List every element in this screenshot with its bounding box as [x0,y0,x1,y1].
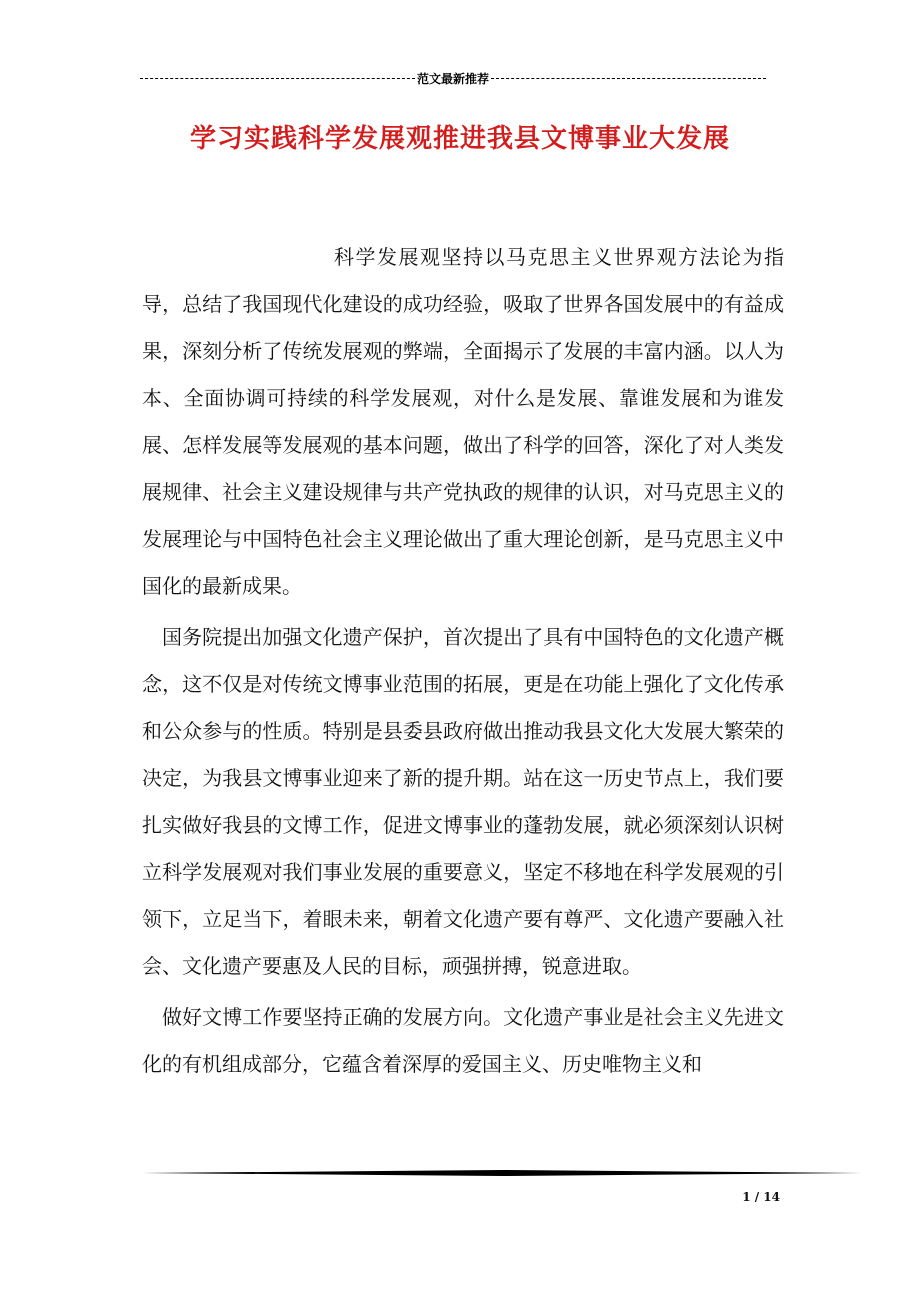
footer-rule [142,1169,862,1177]
paragraph-3: 做好文博工作要坚持正确的发展方向。文化遗产事业是社会主义先进文化的有机组成部分，它蕴含着深厚的爱国主义、历史唯物主义和 [142,1005,784,1076]
document-title: 学习实践科学发展观推进我县文博事业大发展 [189,124,730,154]
header-label: 范文最新推荐 [417,71,490,86]
header-dash-left [140,78,415,79]
footer-divider-line [142,1169,862,1177]
document-body [142,234,784,1088]
paragraph-1: 科学发展观坚持以马克思主义世界观方法论为指导，总结了我国现代化建设的成功经验，吸取了世界各国发展中的有益成果，深刻分析了传统发展观的弊端，全面揭示了发展的丰富内涵。以人为本、全面协调可持续的科学发展观，对什么是发展、靠谁发展和为谁发展、怎样发展等发展观的基本问题，做出了科学的回答，深化了对人类发展规律、社会主义建设规律与共产党执政的规律的认识，对马克思主义的发展理论与中国特色社会主义理论做出了重大理论创新，是马克思主义中国化的最新成果。 [142,245,784,598]
paragraph-2: 国务院提出加强文化遗产保护，首次提出了具有中国特色的文化遗产概念，这不仅是对传统文博事业范围的拓展，更是在功能上强化了文化传承和公众参与的性质。特别是县委县政府做出推动我县文化大发展大繁荣的决定，为我县文博事业迎来了新的提升期。站在这一历史节点上，我们要扎实做好我县的文博工作，促进文博事业的蓬勃发展，就必须深刻认识树立科学发展观对我们事业发展的重要意义，坚定不移地在科学发展观的引领下，立足当下，着眼未来，朝着文化遗产要有尊严、文化遗产要融入社会、文化遗产要惠及人民的目标，顽强拼搏，锐意进取。 [142,625,784,978]
page-header [140,68,766,88]
header-dash-right [491,78,766,79]
page-number: 1 / 14 [742,1190,780,1204]
